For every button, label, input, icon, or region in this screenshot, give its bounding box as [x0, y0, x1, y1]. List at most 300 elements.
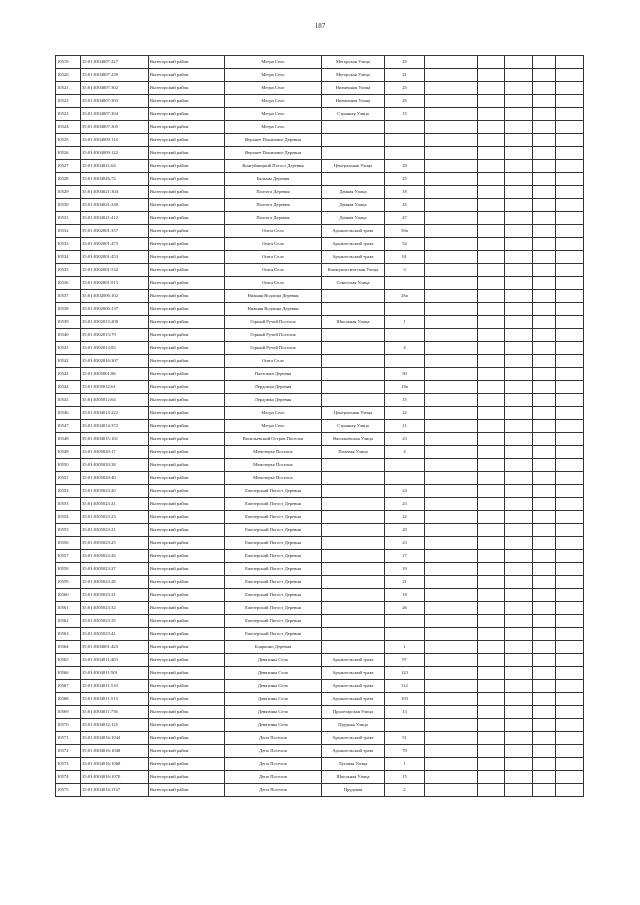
table-row: [56, 82, 584, 95]
cadastral-number-cell: 35:01:0304026:72: [81, 173, 149, 186]
street-cell: [322, 485, 385, 498]
table-row: [56, 303, 584, 316]
empty-cell: [425, 95, 478, 108]
empty-cell: [533, 186, 556, 199]
empty-cell: [478, 355, 505, 368]
empty-cell: [556, 537, 584, 550]
house-number-cell: 2: [385, 784, 425, 797]
street-cell: Архангельский тракт: [322, 251, 385, 264]
cadastral-number-cell: 35:01:0305023:31: [81, 589, 149, 602]
table-row: [56, 784, 584, 797]
empty-cell: [425, 251, 478, 264]
table-row: [56, 420, 584, 433]
house-number-cell: 13: [385, 706, 425, 719]
locality-cell: Ошта Село: [225, 355, 322, 368]
house-number-cell: 1: [385, 316, 425, 329]
record-number-cell: 10558: [56, 563, 81, 576]
street-cell: Архангельский тракт: [322, 225, 385, 238]
empty-cell: [556, 368, 584, 381]
street-cell: Мегорская Улица: [322, 69, 385, 82]
empty-cell: [478, 693, 505, 706]
locality-cell: Ежезерский Погост Деревня: [225, 498, 322, 511]
house-number-cell: 25: [385, 82, 425, 95]
empty-cell: [505, 602, 533, 615]
house-number-cell: [385, 277, 425, 290]
empty-cell: [478, 303, 505, 316]
empty-cell: [425, 498, 478, 511]
house-number-cell: 25: [385, 56, 425, 69]
empty-cell: [556, 602, 584, 615]
empty-cell: [505, 667, 533, 680]
empty-cell: [533, 316, 556, 329]
empty-cell: [533, 472, 556, 485]
empty-cell: [478, 771, 505, 784]
house-number-cell: 3: [385, 264, 425, 277]
district-cell: Вытегорский район: [149, 693, 225, 706]
empty-cell: [425, 394, 478, 407]
cadastral-number-cell: 35:01:0305023:32: [81, 602, 149, 615]
table-row: [56, 95, 584, 108]
street-cell: Архангельский тракт: [322, 745, 385, 758]
empty-cell: [533, 563, 556, 576]
record-number-cell: 10521: [56, 82, 81, 95]
cadastral-number-cell: 35:01:0304016:1044: [81, 732, 149, 745]
cadastral-number-cell: 35:01:0304021:412: [81, 212, 149, 225]
district-cell: Вытегорский район: [149, 251, 225, 264]
house-number-cell: 97: [385, 654, 425, 667]
street-cell: Дачная Улица: [322, 199, 385, 212]
cadastral-number-cell: 35:01:0305001:86: [81, 368, 149, 381]
locality-cell: Депо Поселок: [225, 758, 322, 771]
locality-cell: Ежезерский Погост Деревня: [225, 628, 322, 641]
record-number-cell: 10543: [56, 368, 81, 381]
empty-cell: [478, 498, 505, 511]
empty-cell: [505, 82, 533, 95]
house-number-cell: 70: [385, 745, 425, 758]
record-number-cell: 10530: [56, 199, 81, 212]
table-row: [56, 316, 584, 329]
empty-cell: [556, 589, 584, 602]
locality-cell: Ежезерский Погост Деревня: [225, 511, 322, 524]
empty-cell: [478, 342, 505, 355]
record-number-cell: 10546: [56, 407, 81, 420]
empty-cell: [505, 459, 533, 472]
street-cell: Центральная Улица: [322, 407, 385, 420]
empty-cell: [505, 550, 533, 563]
empty-cell: [556, 186, 584, 199]
record-number-cell: 10560: [56, 589, 81, 602]
house-number-cell: 28: [385, 160, 425, 173]
house-number-cell: 4: [385, 342, 425, 355]
empty-cell: [425, 69, 478, 82]
house-number-cell: 26: [385, 602, 425, 615]
table-row: [56, 576, 584, 589]
record-number-cell: 10574: [56, 771, 81, 784]
district-cell: Вытегорский район: [149, 147, 225, 160]
empty-cell: [556, 719, 584, 732]
district-cell: Вытегорский район: [149, 303, 225, 316]
street-cell: Странная Улица: [322, 420, 385, 433]
empty-cell: [556, 511, 584, 524]
empty-cell: [478, 550, 505, 563]
empty-cell: [533, 407, 556, 420]
table-row: [56, 355, 584, 368]
empty-cell: [478, 173, 505, 186]
empty-cell: [505, 615, 533, 628]
empty-cell: [505, 706, 533, 719]
street-cell: Архангельский тракт: [322, 654, 385, 667]
empty-cell: [478, 758, 505, 771]
house-number-cell: 112: [385, 680, 425, 693]
house-number-cell: [385, 329, 425, 342]
district-cell: Вытегорский район: [149, 433, 225, 446]
house-number-cell: 23: [385, 433, 425, 446]
table-row: [56, 693, 584, 706]
empty-cell: [478, 576, 505, 589]
empty-cell: [533, 446, 556, 459]
district-cell: Вытегорский район: [149, 719, 225, 732]
house-number-cell: 21: [385, 69, 425, 82]
district-cell: Вытегорский район: [149, 212, 225, 225]
district-cell: Вытегорский район: [149, 277, 225, 290]
empty-cell: [556, 381, 584, 394]
cadastral-number-cell: 35:01:0304011:756: [81, 706, 149, 719]
cadastral-number-cell: 35:01:0302013:200: [81, 316, 149, 329]
empty-cell: [556, 433, 584, 446]
street-cell: Архангельский тракт: [322, 693, 385, 706]
empty-cell: [505, 147, 533, 160]
house-number-cell: 4: [385, 446, 425, 459]
empty-cell: [478, 641, 505, 654]
locality-cell: Палтога Деревня: [225, 212, 322, 225]
table-row: [56, 485, 584, 498]
empty-cell: [533, 199, 556, 212]
record-number-cell: 10563: [56, 628, 81, 641]
house-number-cell: 15: [385, 394, 425, 407]
empty-cell: [478, 602, 505, 615]
street-cell: [322, 576, 385, 589]
locality-cell: Палтомка Деревня: [225, 368, 322, 381]
table-row: [56, 381, 584, 394]
district-cell: Вытегорский район: [149, 745, 225, 758]
record-number-cell: 10567: [56, 680, 81, 693]
street-cell: Архангельский тракт: [322, 732, 385, 745]
house-number-cell: 47: [385, 212, 425, 225]
record-number-cell: 10534: [56, 251, 81, 264]
cadastral-number-cell: 35:01:0304011:403: [81, 654, 149, 667]
record-number-cell: 10561: [56, 602, 81, 615]
cadastral-number-cell: 35:01:0304021:304: [81, 186, 149, 199]
record-number-cell: 10523: [56, 108, 81, 121]
record-number-cell: 10559: [56, 576, 81, 589]
empty-cell: [425, 732, 478, 745]
cadastral-number-cell: 35:01:0304009:122: [81, 147, 149, 160]
district-cell: Вытегорский район: [149, 316, 225, 329]
locality-cell: Бяльмы Деревня: [225, 173, 322, 186]
table-row: [56, 251, 584, 264]
empty-cell: [425, 160, 478, 173]
empty-cell: [505, 563, 533, 576]
empty-cell: [556, 108, 584, 121]
cadastral-number-cell: 35:01:0302016:307: [81, 355, 149, 368]
locality-cell: Горный Ручей Поселок: [225, 329, 322, 342]
empty-cell: [556, 251, 584, 264]
district-cell: Вытегорский район: [149, 134, 225, 147]
cadastral-number-cell: 35:01:0302013:83: [81, 342, 149, 355]
empty-cell: [425, 277, 478, 290]
street-cell: [322, 342, 385, 355]
empty-cell: [478, 706, 505, 719]
cadastral-number-cell: 35:01:0305012:64: [81, 394, 149, 407]
record-number-cell: 10532: [56, 225, 81, 238]
cadastral-number-cell: 35:01:0302001:453: [81, 251, 149, 264]
empty-cell: [425, 576, 478, 589]
empty-cell: [505, 394, 533, 407]
locality-cell: Депо Поселок: [225, 784, 322, 797]
record-number-cell: 10570: [56, 719, 81, 732]
locality-cell: Мегра Село: [225, 420, 322, 433]
locality-cell: Ежезерский Погост Деревня: [225, 524, 322, 537]
record-number-cell: 10520: [56, 69, 81, 82]
empty-cell: [505, 420, 533, 433]
locality-cell: Мегра Село: [225, 69, 322, 82]
district-cell: Вытегорский район: [149, 446, 225, 459]
empty-cell: [425, 303, 478, 316]
record-number-cell: 10541: [56, 342, 81, 355]
district-cell: Вытегорский район: [149, 160, 225, 173]
empty-cell: [556, 290, 584, 303]
locality-cell: Лердомка Деревня: [225, 394, 322, 407]
house-number-cell: 26: [385, 95, 425, 108]
table-row: [56, 199, 584, 212]
cadastral-number-cell: 35:01:0304007:302: [81, 82, 149, 95]
record-number-cell: 10540: [56, 329, 81, 342]
empty-cell: [556, 758, 584, 771]
empty-cell: [533, 329, 556, 342]
empty-cell: [478, 329, 505, 342]
empty-cell: [505, 69, 533, 82]
empty-cell: [505, 56, 533, 69]
empty-cell: [556, 550, 584, 563]
record-number-cell: 10562: [56, 615, 81, 628]
house-number-cell: 103: [385, 693, 425, 706]
street-cell: Школьная Улица: [322, 771, 385, 784]
street-cell: [322, 147, 385, 160]
record-number-cell: 10556: [56, 537, 81, 550]
empty-cell: [478, 394, 505, 407]
empty-cell: [478, 446, 505, 459]
table-row: [56, 771, 584, 784]
district-cell: Вытегорский район: [149, 680, 225, 693]
empty-cell: [425, 745, 478, 758]
locality-cell: Мемозерье Поселок: [225, 446, 322, 459]
record-number-cell: 10545: [56, 394, 81, 407]
street-cell: [322, 381, 385, 394]
empty-cell: [478, 147, 505, 160]
locality-cell: Девятины Село: [225, 719, 322, 732]
empty-cell: [478, 290, 505, 303]
street-cell: Дачная Улица: [322, 212, 385, 225]
table-row: [56, 641, 584, 654]
record-number-cell: 10537: [56, 290, 81, 303]
empty-cell: [505, 589, 533, 602]
empty-cell: [533, 225, 556, 238]
house-number-cell: [385, 121, 425, 134]
record-number-cell: 10547: [56, 420, 81, 433]
empty-cell: [425, 121, 478, 134]
empty-cell: [533, 264, 556, 277]
cadastral-number-cell: 35:01:0305023:26: [81, 550, 149, 563]
district-cell: Вытегорский район: [149, 771, 225, 784]
table-row: [56, 407, 584, 420]
district-cell: Вытегорский район: [149, 186, 225, 199]
empty-cell: [533, 693, 556, 706]
empty-cell: [533, 290, 556, 303]
empty-cell: [425, 667, 478, 680]
empty-cell: [556, 238, 584, 251]
locality-cell: Мемозерье Поселок: [225, 472, 322, 485]
empty-cell: [425, 602, 478, 615]
record-number-cell: 10525: [56, 134, 81, 147]
empty-cell: [478, 511, 505, 524]
table-row: [56, 212, 584, 225]
page-number: 187: [314, 22, 326, 30]
table-row: [56, 459, 584, 472]
district-cell: Вытегорский район: [149, 225, 225, 238]
table-row: [56, 667, 584, 680]
empty-cell: [556, 329, 584, 342]
house-number-cell: 15: [385, 771, 425, 784]
empty-cell: [505, 303, 533, 316]
empty-cell: [556, 82, 584, 95]
house-number-cell: 26а: [385, 290, 425, 303]
table-row: [56, 498, 584, 511]
empty-cell: [533, 121, 556, 134]
empty-cell: [505, 290, 533, 303]
house-number-cell: [385, 719, 425, 732]
empty-cell: [505, 758, 533, 771]
cadastral-number-cell: 35:01:0304021:330: [81, 199, 149, 212]
empty-cell: [425, 472, 478, 485]
empty-cell: [478, 199, 505, 212]
district-cell: Вытегорский район: [149, 264, 225, 277]
district-cell: Вытегорский район: [149, 108, 225, 121]
empty-cell: [505, 693, 533, 706]
district-cell: Вытегорский район: [149, 589, 225, 602]
empty-cell: [478, 537, 505, 550]
empty-cell: [425, 199, 478, 212]
empty-cell: [425, 225, 478, 238]
locality-cell: Нижняя Водлица Деревня: [225, 303, 322, 316]
locality-cell: Горный Ручей Поселок: [225, 316, 322, 329]
empty-cell: [533, 277, 556, 290]
empty-cell: [505, 381, 533, 394]
empty-cell: [505, 784, 533, 797]
locality-cell: Бояркино Деревня: [225, 641, 322, 654]
district-cell: Вытегорский район: [149, 784, 225, 797]
empty-cell: [478, 628, 505, 641]
record-number-cell: 10565: [56, 654, 81, 667]
empty-cell: [556, 563, 584, 576]
house-number-cell: 1: [385, 641, 425, 654]
empty-cell: [533, 56, 556, 69]
street-cell: [322, 329, 385, 342]
locality-cell: Ежезерский Погост Деревня: [225, 563, 322, 576]
table-row: [56, 394, 584, 407]
empty-cell: [533, 251, 556, 264]
empty-cell: [478, 472, 505, 485]
house-number-cell: 23: [385, 498, 425, 511]
cadastral-number-cell: 35:01:0304011:513: [81, 693, 149, 706]
empty-cell: [505, 173, 533, 186]
record-number-cell: 10535: [56, 264, 81, 277]
street-cell: [322, 459, 385, 472]
empty-cell: [533, 420, 556, 433]
empty-cell: [425, 82, 478, 95]
district-cell: Вытегорский район: [149, 56, 225, 69]
locality-cell: Мегра Село: [225, 108, 322, 121]
empty-cell: [533, 212, 556, 225]
empty-cell: [533, 147, 556, 160]
empty-cell: [533, 784, 556, 797]
empty-cell: [533, 719, 556, 732]
district-cell: Вытегорский район: [149, 524, 225, 537]
street-cell: Прудная Улица: [322, 719, 385, 732]
empty-cell: [425, 134, 478, 147]
empty-cell: [505, 342, 533, 355]
record-number-cell: 10522: [56, 95, 81, 108]
empty-cell: [425, 511, 478, 524]
table-row: [56, 264, 584, 277]
district-cell: Вытегорский район: [149, 355, 225, 368]
empty-cell: [533, 433, 556, 446]
empty-cell: [556, 498, 584, 511]
empty-cell: [533, 498, 556, 511]
empty-cell: [556, 784, 584, 797]
empty-cell: [425, 589, 478, 602]
record-number-cell: 10557: [56, 550, 81, 563]
empty-cell: [533, 511, 556, 524]
street-cell: [322, 290, 385, 303]
empty-cell: [556, 342, 584, 355]
empty-cell: [533, 732, 556, 745]
record-number-cell: 10529: [56, 186, 81, 199]
street-cell: [322, 134, 385, 147]
record-number-cell: 10575: [56, 784, 81, 797]
empty-cell: [425, 485, 478, 498]
street-cell: Архангельский тракт: [322, 238, 385, 251]
locality-cell: Ежезерский Погост Деревня: [225, 589, 322, 602]
record-number-cell: 10549: [56, 446, 81, 459]
house-number-cell: 50: [385, 368, 425, 381]
empty-cell: [478, 745, 505, 758]
cadastral-number-cell: 35:01:0304014:222: [81, 407, 149, 420]
table-row: [56, 446, 584, 459]
record-number-cell: 10568: [56, 693, 81, 706]
empty-cell: [533, 576, 556, 589]
cadastral-number-cell: 35:01:0302001:532: [81, 264, 149, 277]
empty-cell: [556, 459, 584, 472]
street-cell: Архангельский тракт: [322, 667, 385, 680]
empty-cell: [533, 381, 556, 394]
locality-cell: Девятины Село: [225, 693, 322, 706]
district-cell: Вытегорский район: [149, 420, 225, 433]
empty-cell: [533, 459, 556, 472]
empty-cell: [505, 498, 533, 511]
table-row: [56, 537, 584, 550]
empty-cell: [556, 654, 584, 667]
empty-cell: [505, 134, 533, 147]
